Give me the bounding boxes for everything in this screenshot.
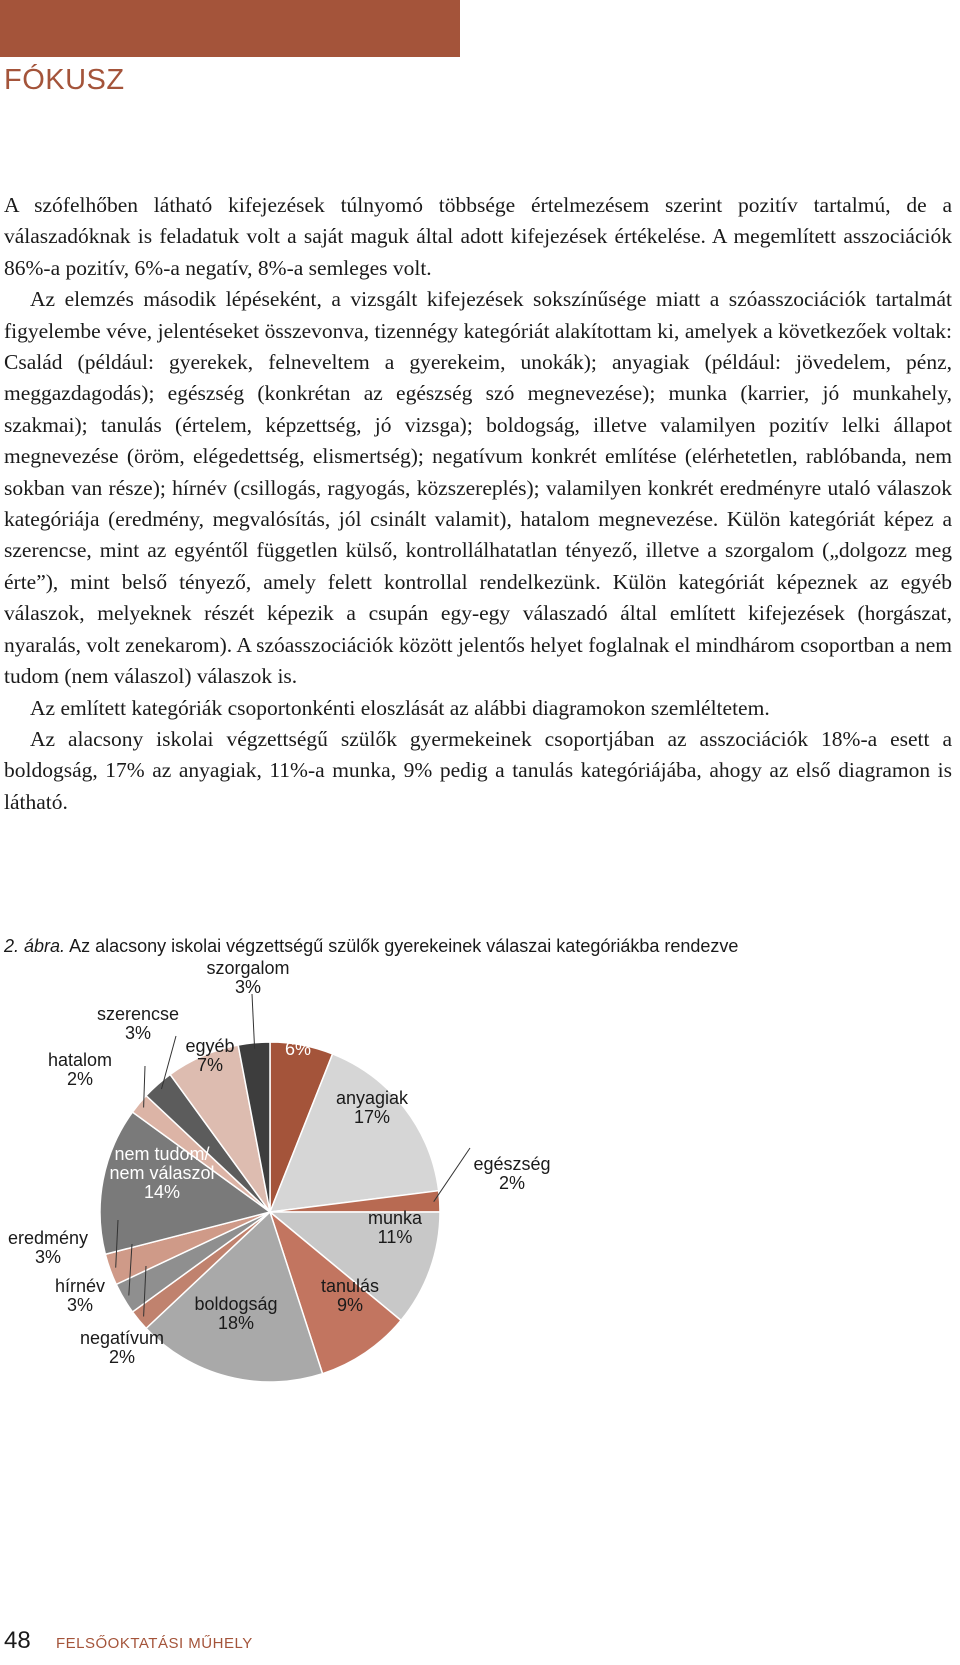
body-text (4, 190, 952, 818)
pie-label: szerencse 3% (96, 1004, 180, 1043)
pie-leader-line (434, 1148, 470, 1202)
page-number: 48 (4, 1627, 31, 1654)
figure-caption (4, 936, 738, 957)
pie-leader-line (252, 994, 255, 1049)
paragraph: Az alacsony iskolai végzettségű szülők gyermekeinek csoportjában az asszociációk 18%-a esett a boldogság, 17% az anyagiak, 11%-a munka, 9% pedig a tanulás kategóriájába, ahogy az első diagramon is látható. (4, 726, 952, 814)
figure-number: 2. ábra. (4, 936, 66, 956)
pie-label: szorgalom 3% (206, 958, 290, 997)
pie-label: hírnév 3% (54, 1276, 106, 1315)
pie-label: család 6% (271, 1020, 325, 1059)
paragraph: A szófelhőben látható kifejezések túlnyomó többsége értelmezésem szerint pozitív tartalmú, de a válaszadóknak is feladatuk volt a saját maguk által adott kifejezések értékelése. A megemlített asszociációk 86%-a pozitív, 6%-a negatív, 8%-a semleges volt. (4, 193, 952, 280)
pie-label: eredmény 3% (7, 1228, 89, 1267)
figure-title: Az alacsony iskolai végzettségű szülők gyerekeinek válaszai kategóriákba rendezve (69, 936, 739, 956)
section-label: FÓKUSZ (4, 64, 125, 96)
pie-label: boldogság 18% (194, 1294, 278, 1333)
pie-label: egyéb 7% (185, 1036, 235, 1075)
pie-label: munka 11% (367, 1208, 423, 1247)
pie-label: nem tudom/ nem válaszol 14% (109, 1144, 215, 1202)
pie-label: hatalom 2% (47, 1050, 113, 1089)
paragraph: Az elemzés második lépéseként, a vizsgált kifejezések sokszínűsége miatt a szóasszociációk tartalmát figyelembe véve, jelentéseket összevonva, tizennégy kategóriát alakítottam ki, amelyek a következőek voltak: Család (például: gyerekek, felneveltem a gyerekeim, unokák); anyagiak (például: jövedelem, pénz, meggazdagodás); egészség (konkrétan az egészség szó megnevezése); munka (karrier, jó munkahely, szakmai); tanulás (értelem, képzettség, jó vizsga); boldogság, illetve valamilyen pozitív lelki állapot megnevezése (öröm, elégedettség, elismertség); negatívum konkrét említése (elérhetetlen, rablóbanda, nem sokban van része); hírnév (csillogás, ragyogás, közszereplés); valamilyen konkrét eredményre utaló válaszok kategóriája (eredmény, megvalósítás, jól csinált valamit), hatalom megnevezése. Külön kategóriát képez a szerencse, mint az egyéntől független külső, kontrollálhatatlan tényező, illetve a szorgalom („dolgozz meg érte”), mint belső tényező, amely felett kontrollal rendelkezünk. Külön kategóriát képeznek az egyéb válaszok, melyeknek részét képezik a csupán egy-egy válaszadó által említett kifejezések (horgászat, nyaralás, volt zenekarom). A szóasszociációk között jelentős helyet foglalnak el mindhárom csoportban a nem tudom (nem válaszol) válaszok is. (4, 287, 952, 689)
header-color-bar (0, 0, 460, 57)
pie-label: tanulás 9% (320, 1276, 380, 1315)
pie-chart (0, 958, 620, 1400)
journal-name: FELSŐOKTATÁSI MŰHELY (56, 1635, 253, 1652)
paragraph: Az említett kategóriák csoportonkénti eloszlását az alábbi diagramokon szemléltetem. (30, 695, 770, 720)
pie-label: anyagiak 17% (335, 1088, 409, 1127)
pie-label: negatívum 2% (79, 1328, 165, 1367)
pie-label: egészség 2% (473, 1154, 551, 1193)
